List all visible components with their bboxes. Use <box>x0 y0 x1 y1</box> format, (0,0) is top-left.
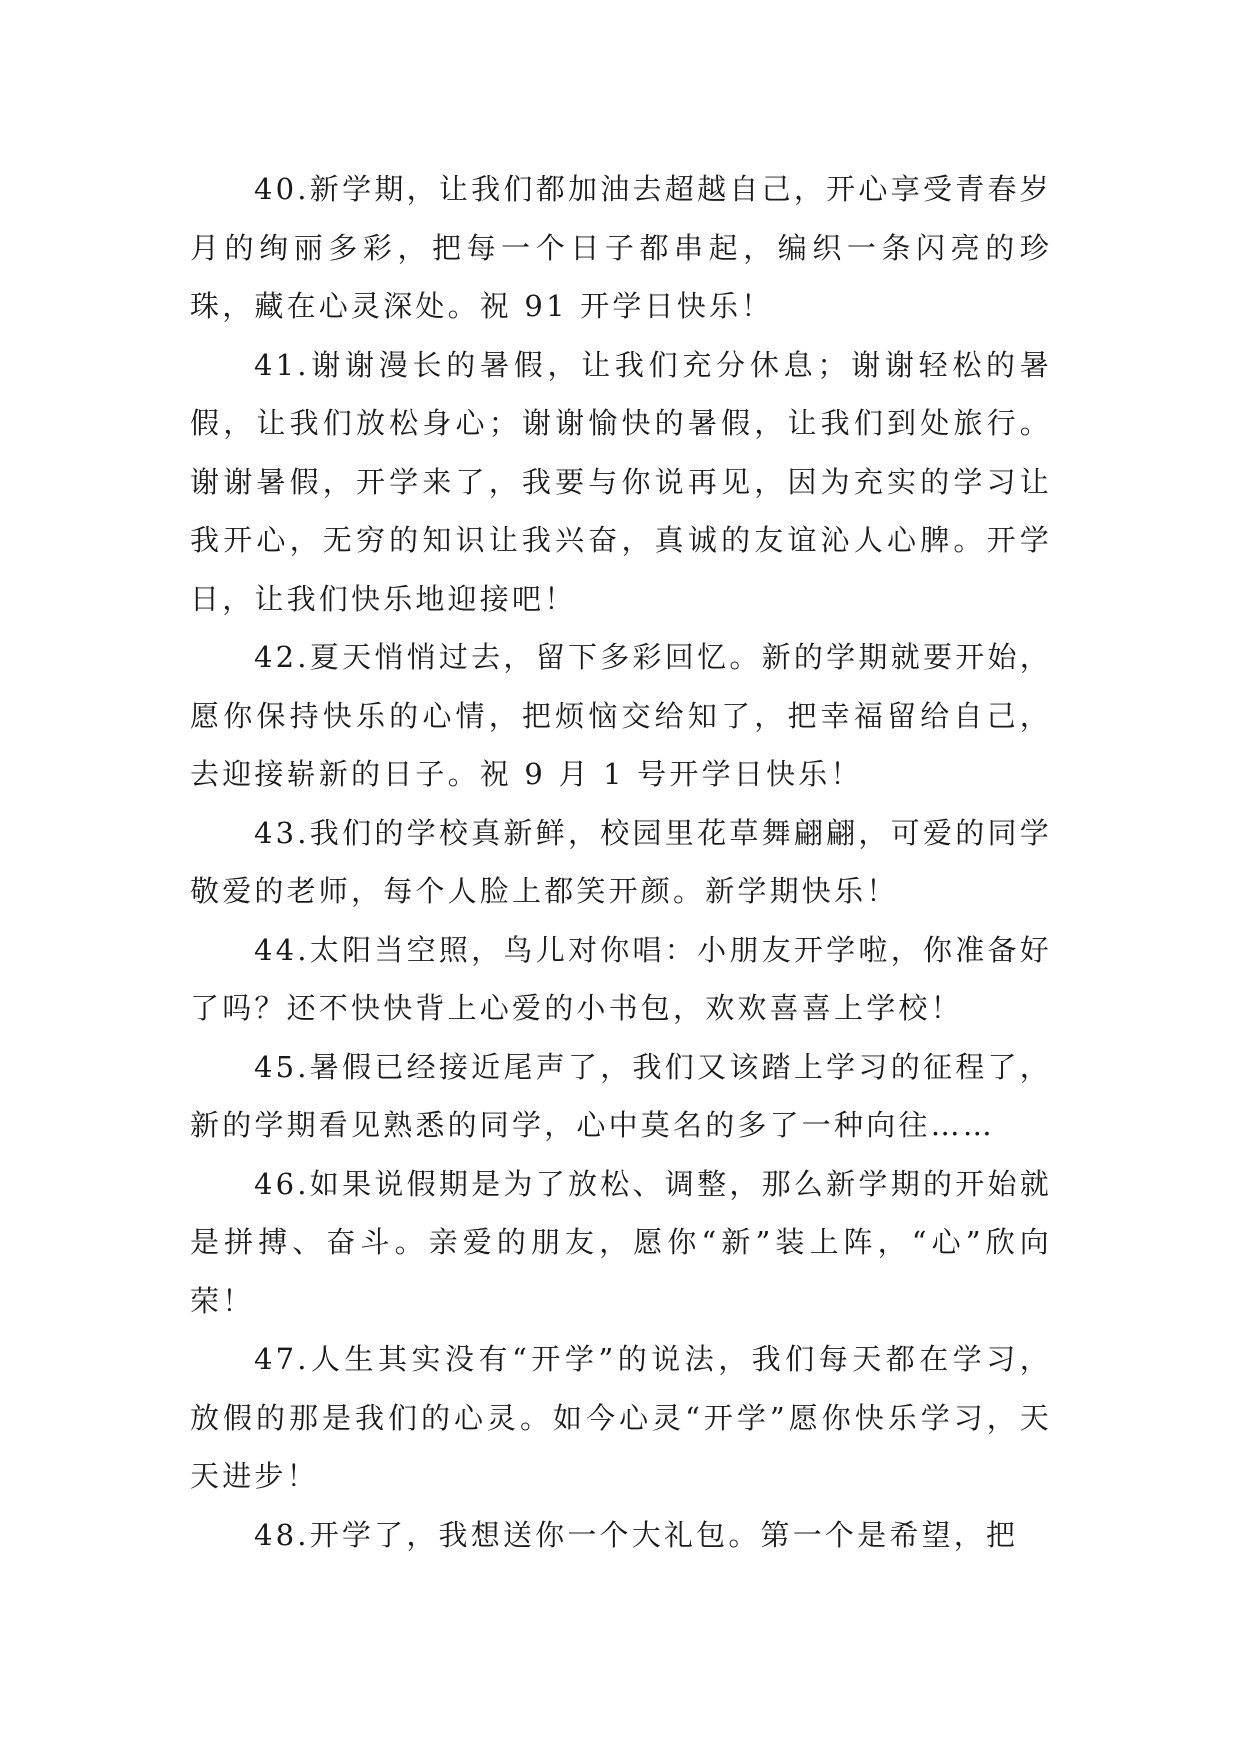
paragraph-45: 45.暑假已经接近尾声了，我们又该踏上学习的征程了，新的学期看见熟悉的同学，心中莫名的多了一种向往…… <box>190 1049 1052 1142</box>
paragraph-43: 43.我们的学校真新鲜，校园里花草舞翩翩，可爱的同学敬爱的老师，每个人脸上都笑开颜。新学期快乐！ <box>190 815 1052 908</box>
paragraph-41: 41.谢谢漫长的暑假，让我们充分休息；谢谢轻松的暑假，让我们放松身心；谢谢愉快的暑假，让我们到处旅行。谢谢暑假，开学来了，我要与你说再见，因为充实的学习让我开心，无穷的知识让我兴奋，真诚的友谊沁人心脾。开学日，让我们快乐地迎接吧！ <box>190 347 1052 616</box>
paragraph-47: 47.人生其实没有“开学”的说法，我们每天都在学习，放假的那是我们的心灵。如今心灵“开学”愿你快乐学习，天天进步！ <box>190 1342 1052 1493</box>
paragraph-44: 44.太阳当空照，鸟儿对你唱：小朋友开学啦，你准备好了吗？还不快快背上心爱的小书包，欢欢喜喜上学校！ <box>190 932 1052 1025</box>
document-body <box>190 160 1052 1564</box>
paragraph-46: 46.如果说假期是为了放松、调整，那么新学期的开始就是拼搏、奋斗。亲爱的朋友，愿你“新”装上阵，“心”欣向荣！ <box>190 1166 1052 1318</box>
paragraph-48: 48.开学了，我想送你一个大礼包。第一个是希望，把 <box>254 1517 1019 1552</box>
paragraph-42: 42.夏天悄悄过去，留下多彩回忆。新的学期就要开始，愿你保持快乐的心情，把烦恼交给知了，把幸福留给自己，去迎接崭新的日子。祝 9 月 1 号开学日快乐！ <box>190 640 1052 791</box>
paragraph-40: 40.新学期，让我们都加油去超越自己，开心享受青春岁月的绚丽多彩，把每一个日子都串起，编织一条闪亮的珍珠，藏在心灵深处。祝 91 开学日快乐！ <box>190 172 1052 323</box>
